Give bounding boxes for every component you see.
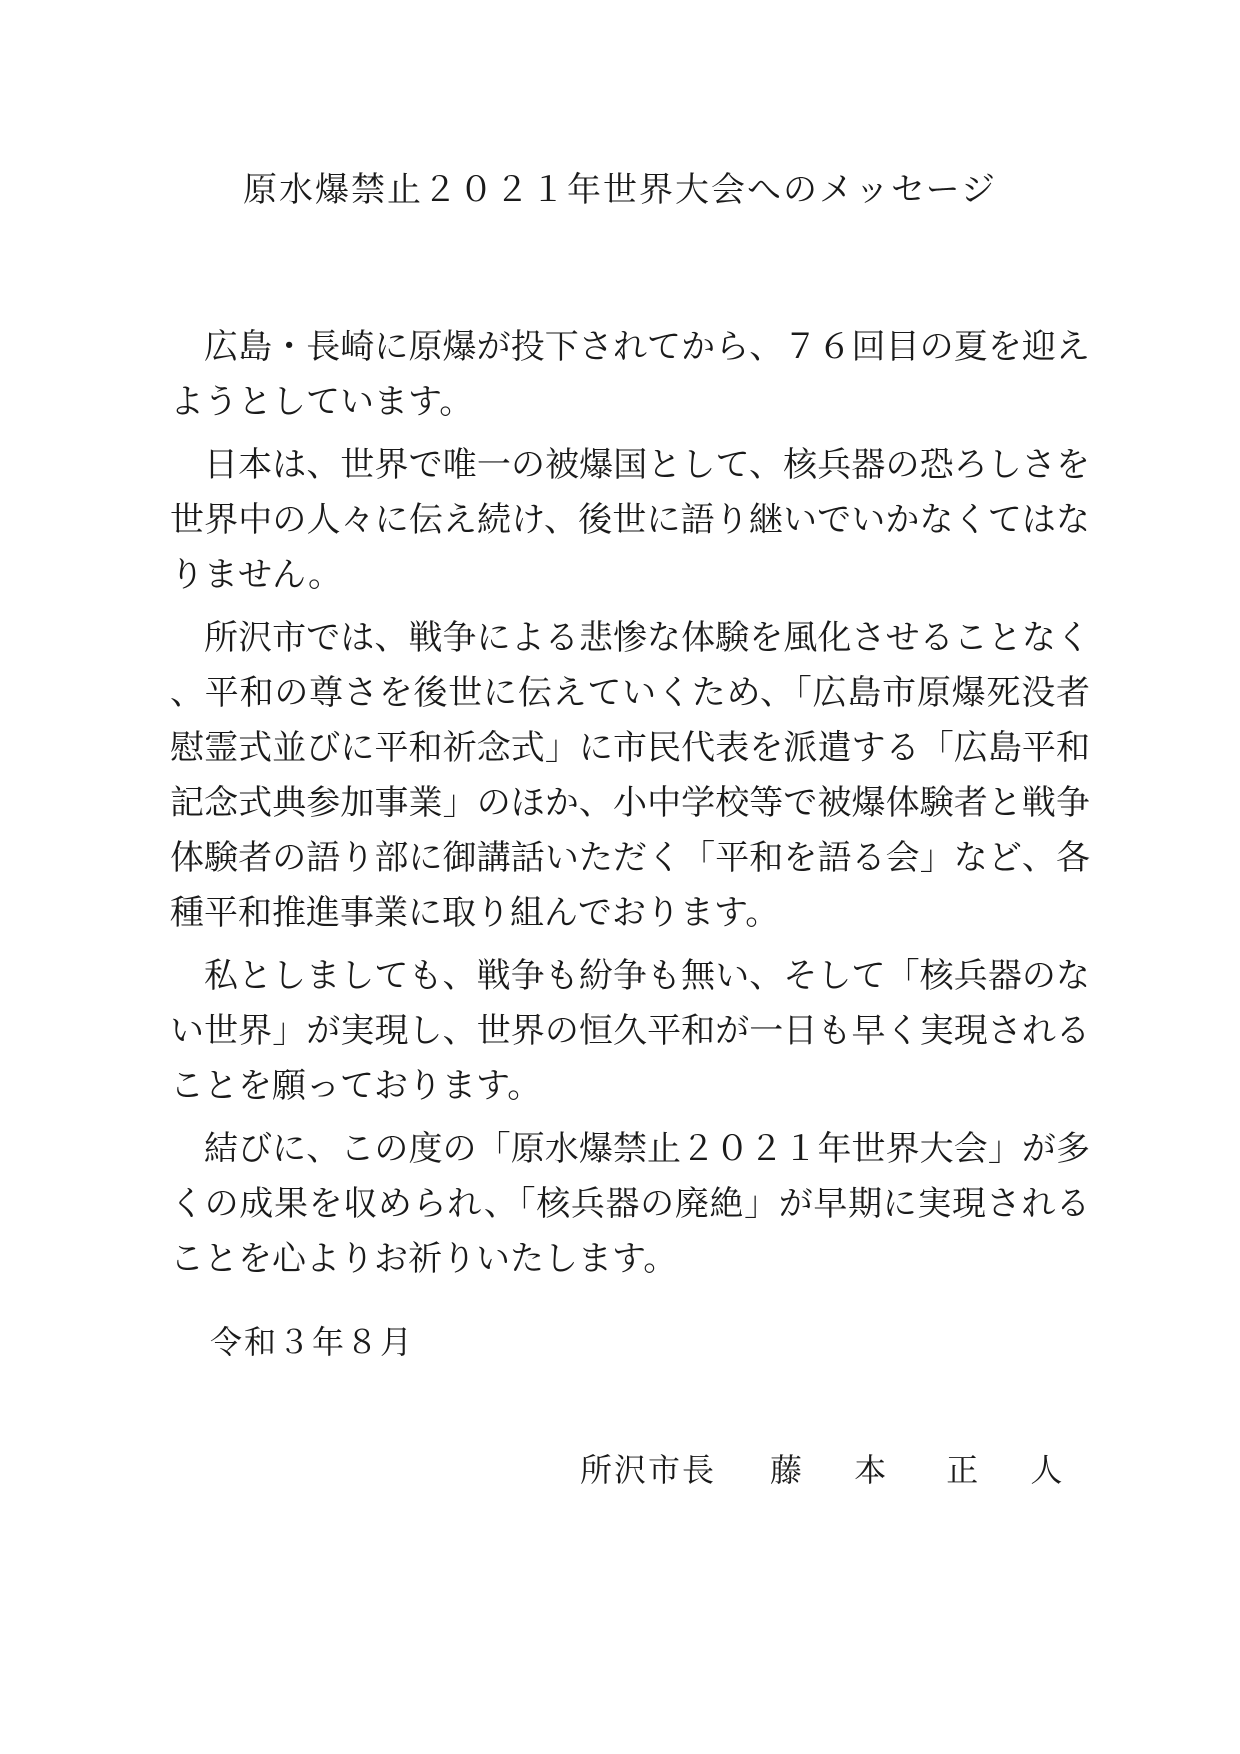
signature-block — [580, 1445, 1076, 1491]
document-title: 原水爆禁止２０２１年世界大会へのメッセージ — [243, 170, 997, 210]
paragraph-3: 所沢市では、戦争による悲惨な体験を風化させることなく、平和の尊さを後世に伝えていくため、「広島市原爆死没者慰霊式並びに平和祈念式」に市民代表を派遣する「広島平和記念式典参加事業」のほか、小中学校等で被爆体験者と戦争体験者の語り部に御講話いただく「平和を語る会」など、各種平和推進事業に取り組んでおります。 — [170, 618, 1090, 933]
paragraph-4: 私としましても、戦争も紛争も無い、そして「核兵器のない世界」が実現し、世界の恒久平和が一日も早く実現されることを願っております。 — [170, 956, 1090, 1106]
paragraph-5: 結びに、この度の「原水爆禁止２０２１年世界大会」が多くの成果を収められ、「核兵器の廃絶」が早期に実現されることを心よりお祈りいたします。 — [170, 1129, 1090, 1279]
signatory-name: 藤 本 正 人 — [770, 1451, 1077, 1489]
paragraph-1: 広島・長崎に原爆が投下されてから、７６回目の夏を迎えようとしています。 — [170, 327, 1090, 422]
paragraph-2: 日本は、世界で唯一の被爆国として、核兵器の恐ろしさを世界中の人々に伝え続け、後世に語り継いでいかなくてはなりません。 — [170, 445, 1090, 595]
signatory-title: 所沢市長 — [580, 1451, 717, 1489]
message-body — [170, 320, 1090, 1295]
document-date: 令和３年８月 — [210, 1323, 415, 1361]
